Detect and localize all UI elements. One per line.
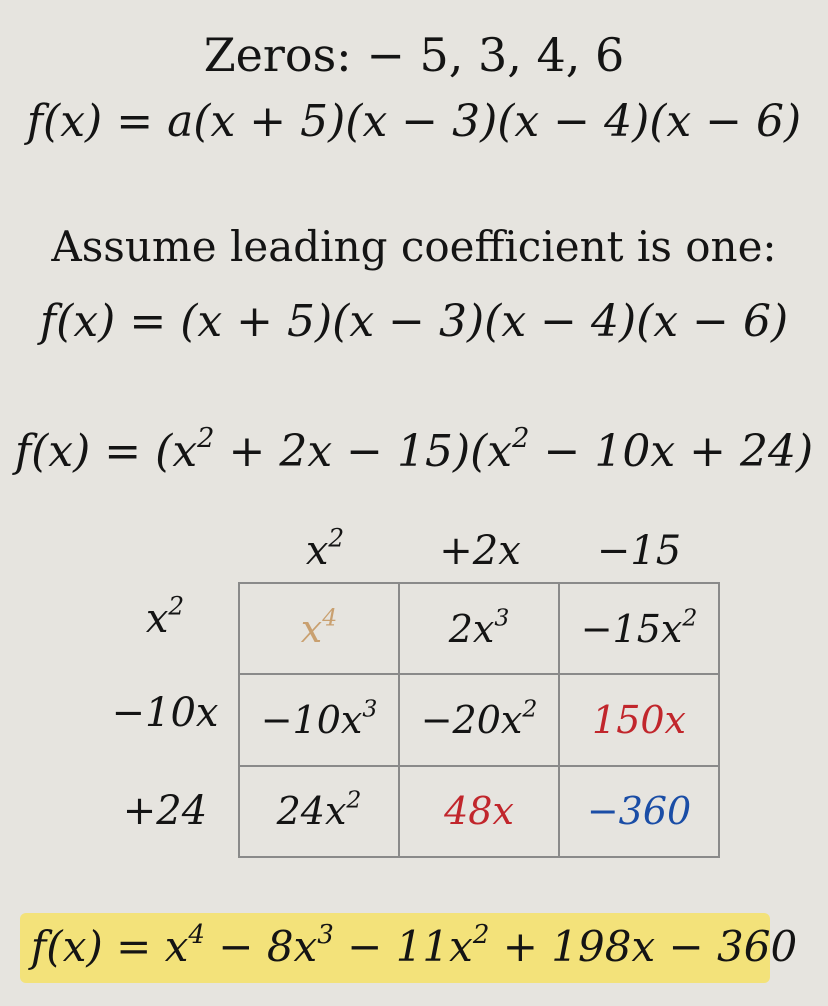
- monic-rhs: (x + 5)(x − 3)(x − 4)(x − 6): [180, 296, 789, 347]
- grid-row: [239, 674, 719, 765]
- grid-cell: $-10x^3$: [239, 674, 399, 765]
- grid-cell: $24x^2$: [239, 766, 399, 857]
- quad-exp1: 2: [197, 422, 215, 454]
- general-rhs: a(x + 5)(x − 3)(x − 4)(x − 6): [167, 96, 802, 147]
- column-header-2x: +2x: [439, 528, 521, 574]
- column-header-minus15: −15: [596, 528, 682, 574]
- general-form-equation: f(x) = a(x + 5)(x − 3)(x − 4)(x − 6): [26, 96, 802, 147]
- assumption-text: Assume leading coefficient is one:: [51, 222, 777, 271]
- grid-cell: $2x^3$: [399, 583, 559, 674]
- quad-exp2: 2: [512, 422, 530, 454]
- grid-cell: $-20x^2$: [399, 674, 559, 765]
- grid-cell: 150x: [559, 674, 719, 765]
- final-lhs: f(x): [30, 922, 103, 971]
- quad-factor1-rest: + 2x − 15)(x: [214, 426, 513, 477]
- row-header-24: +24: [122, 788, 208, 834]
- monic-form-equation: f(x) = (x + 5)(x − 3)(x − 4)(x − 6): [39, 296, 789, 347]
- quad-lhs: f(x): [14, 426, 91, 477]
- row-header-minus10x: −10x: [111, 690, 219, 736]
- grid-cell: $-15x^2$: [559, 583, 719, 674]
- zeros-values: − 5, 3, 4, 6: [366, 28, 625, 82]
- column-header-x2: $x^2$: [305, 523, 345, 574]
- grid-cell: 48x: [399, 766, 559, 857]
- quad-factor1-start: (x: [155, 426, 198, 477]
- grid-cell: −360: [559, 766, 719, 857]
- zeros-label: Zeros:: [203, 28, 352, 82]
- general-lhs: f(x): [26, 96, 103, 147]
- box-method-grid: [238, 582, 720, 858]
- quad-factor2-rest: − 10x + 24): [529, 426, 814, 477]
- monic-lhs: f(x): [39, 296, 116, 347]
- grid-row: [239, 583, 719, 674]
- grid-cell: $x^4$: [239, 583, 399, 674]
- grid-row: [239, 766, 719, 857]
- row-header-x2: $x^2$: [145, 591, 185, 642]
- quadratic-product-equation: $f(x) = (x^2 + 2x - 15)(x^2 - 10x + 24)$: [14, 422, 814, 477]
- zeros-line: [0, 28, 828, 82]
- final-polynomial-equation: $f(x) = x^4 - 8x^3 - 11x^2 + 198x - 360$: [30, 919, 798, 971]
